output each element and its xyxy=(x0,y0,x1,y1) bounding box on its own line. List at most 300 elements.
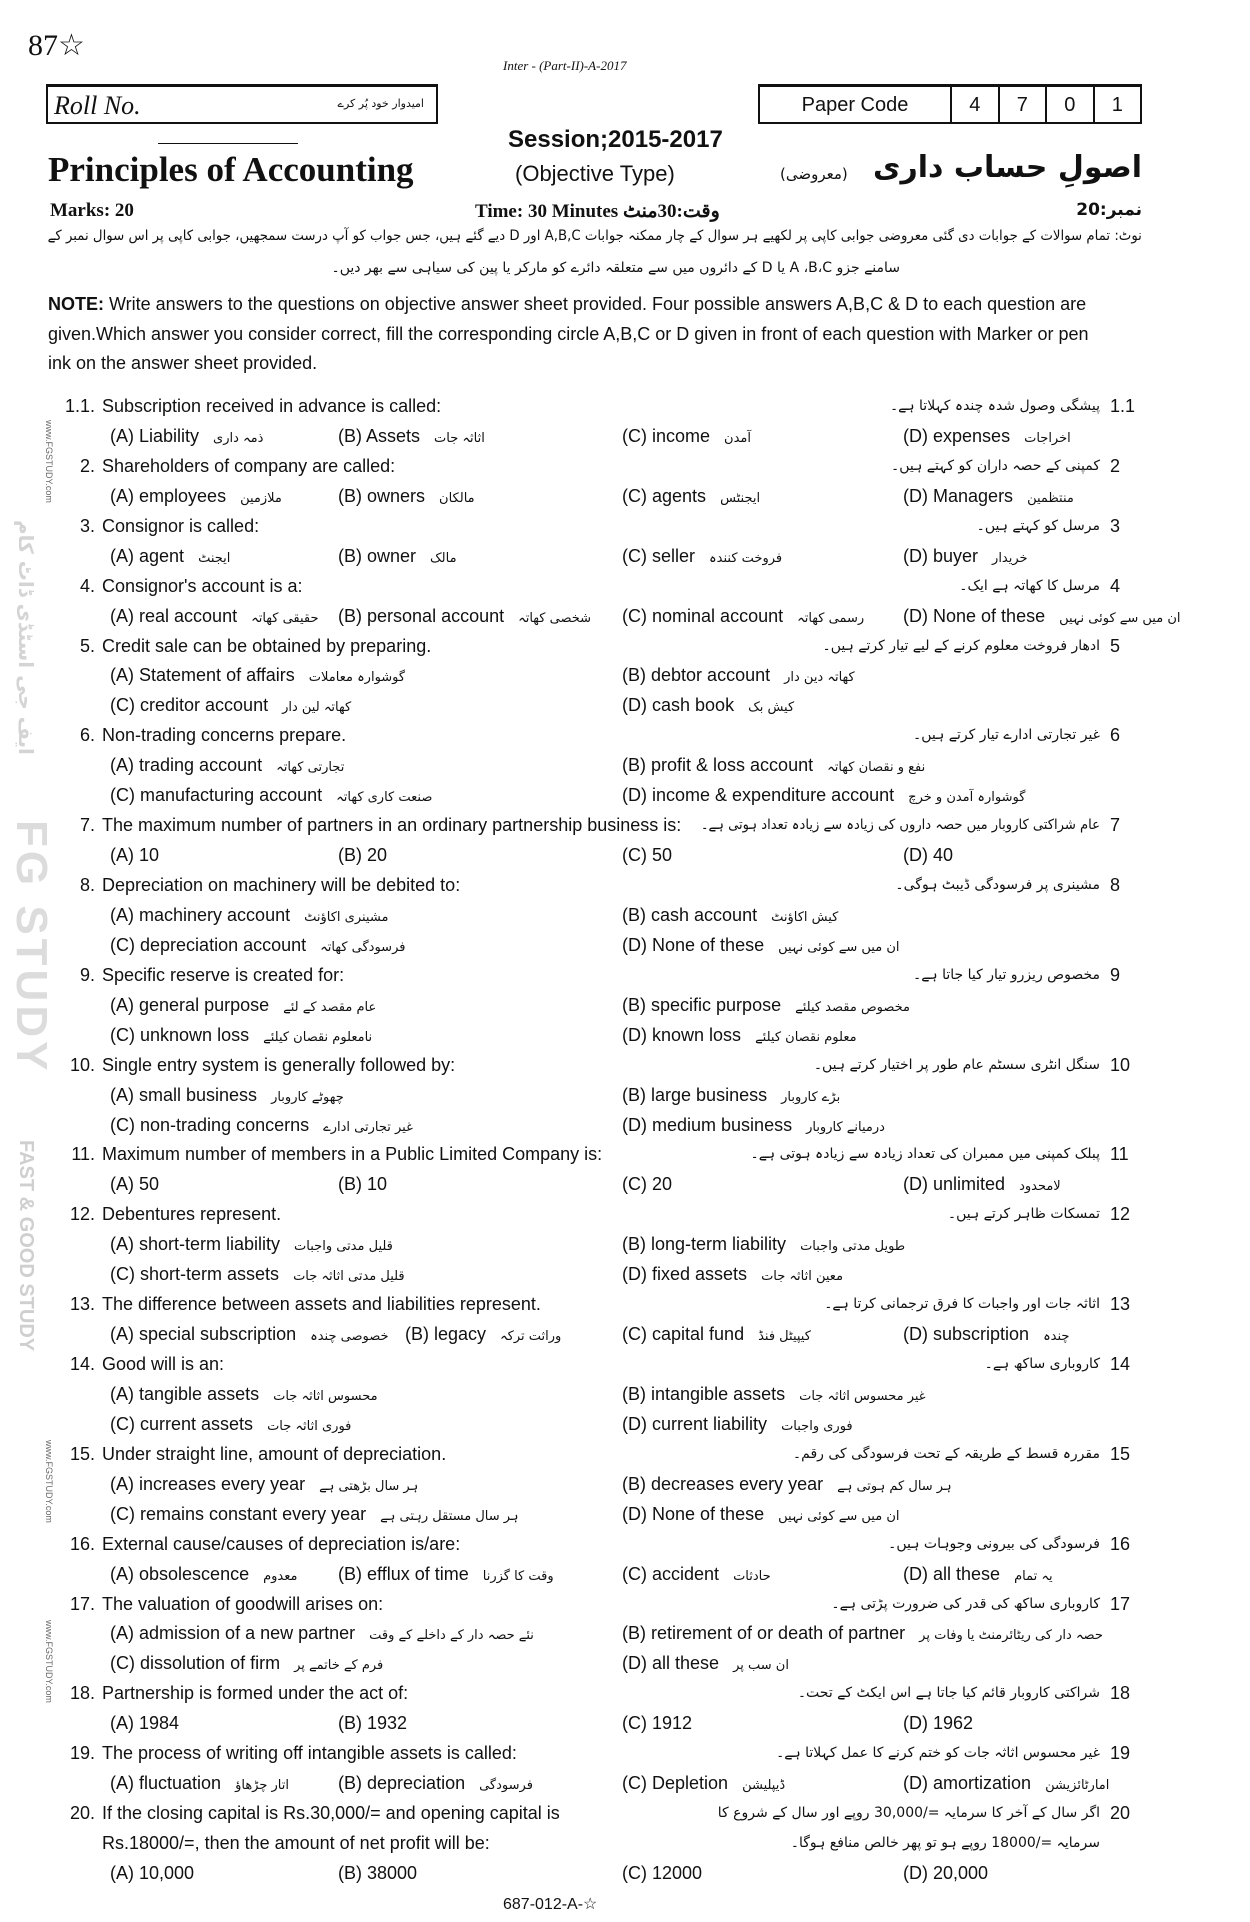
option-text-urdu: مالک xyxy=(430,550,457,566)
answer-option-d[interactable] xyxy=(903,422,1071,454)
option-text: accident xyxy=(652,1563,720,1584)
answer-option-c[interactable] xyxy=(622,422,751,454)
answer-option-b[interactable] xyxy=(622,901,838,933)
option-text-urdu: کھاتہ لین دار xyxy=(282,700,352,716)
answer-option-b[interactable] xyxy=(405,1320,561,1352)
answer-option-a[interactable] xyxy=(110,901,388,933)
answer-option-d[interactable] xyxy=(622,691,794,723)
question-number: 11. xyxy=(71,1144,95,1165)
option-text: short-term liability xyxy=(139,1234,281,1255)
option-text: agent xyxy=(139,545,185,566)
question-text: Consignor is called: xyxy=(102,515,260,536)
question-line xyxy=(0,1081,1250,1111)
answer-option-c[interactable] xyxy=(622,1769,785,1801)
option-letter: (D) xyxy=(903,545,928,566)
answer-option-a[interactable] xyxy=(110,1230,393,1262)
option-text-urdu: نئے حصہ دار کے داخلے کے وقت xyxy=(369,1628,534,1644)
option-letter: (D) xyxy=(903,485,928,506)
answer-option-b[interactable] xyxy=(622,1619,1103,1651)
option-text-urdu: ان میں سے کوئی نہیں xyxy=(1059,610,1181,626)
option-letter: (C) xyxy=(622,605,647,626)
question-number-urdu: 3 xyxy=(1110,515,1121,536)
option-text: 50 xyxy=(139,1174,160,1195)
answer-option-b[interactable] xyxy=(622,1470,952,1502)
watermark-site: www.FGSTUDY.com xyxy=(44,1440,54,1523)
option-text-urdu: چھوٹے کاروبار xyxy=(271,1089,344,1105)
option-text-urdu: غیر محسوس اثاثہ جات xyxy=(799,1388,926,1404)
option-letter: (D) xyxy=(622,1024,647,1045)
option-text-urdu: اخراجات xyxy=(1024,430,1071,446)
answer-option-a[interactable] xyxy=(110,841,159,871)
question-number: 1.1. xyxy=(64,396,95,416)
option-text: 1962 xyxy=(933,1713,974,1734)
answer-option-a[interactable] xyxy=(110,542,230,574)
answer-option-b[interactable] xyxy=(622,1380,926,1412)
answer-option-d[interactable] xyxy=(903,1709,973,1739)
answer-option-d[interactable] xyxy=(622,1410,853,1442)
answer-option-b[interactable] xyxy=(338,1170,387,1200)
answer-option-c[interactable] xyxy=(622,482,760,514)
option-text-urdu: فوری واجبات xyxy=(781,1418,853,1434)
option-text-urdu: معدوم xyxy=(263,1568,298,1584)
marks-urdu: نمبر:20 xyxy=(1076,200,1142,220)
answer-option-d[interactable] xyxy=(622,1260,843,1292)
answer-option-d[interactable] xyxy=(903,1320,1069,1352)
answer-option-a[interactable] xyxy=(110,1619,534,1651)
option-text-urdu: گوشوارہ آمدن و خرچ xyxy=(908,790,1026,806)
question-text: The difference between assets and liabilities represent. xyxy=(102,1294,541,1315)
paper-code-digit: 1 xyxy=(1111,94,1123,116)
option-letter: (C) xyxy=(110,1024,135,1045)
option-text: current assets xyxy=(140,1413,254,1434)
answer-option-a[interactable] xyxy=(110,1320,389,1352)
question-number-urdu: 19 xyxy=(1110,1743,1131,1764)
option-letter: (A) xyxy=(110,665,134,686)
option-text: None of these xyxy=(652,1503,765,1524)
option-letter: (A) xyxy=(110,1174,134,1195)
question-number-urdu: 4 xyxy=(1110,575,1121,596)
option-text: 40 xyxy=(933,845,954,866)
question-text: Partnership is formed under the act of: xyxy=(102,1683,409,1704)
option-letter: (A) xyxy=(110,1623,134,1644)
answer-option-c[interactable] xyxy=(110,781,432,813)
answer-option-d[interactable] xyxy=(622,1111,885,1143)
question-text-urdu: عام شراکتی کاروبار میں حصہ داروں کی زیادہ سے زیادہ تعداد ہوتی ہے۔ xyxy=(700,817,1100,834)
footer-code: 687-012-A-☆ xyxy=(503,1896,598,1913)
option-letter: (B) xyxy=(622,904,646,925)
option-text: nominal account xyxy=(652,605,784,626)
question-number-urdu: 17 xyxy=(1110,1593,1131,1614)
option-letter: (D) xyxy=(622,934,647,955)
option-text: 38000 xyxy=(367,1862,418,1883)
option-letter: (D) xyxy=(903,1174,928,1195)
question-line xyxy=(0,422,1250,452)
question-8 xyxy=(0,871,1250,901)
option-text-urdu: صنعت کاری کھاتہ xyxy=(336,790,433,806)
answer-option-b[interactable] xyxy=(338,1769,533,1801)
option-text-urdu: نامعلوم نقصان کیلئے xyxy=(263,1029,373,1045)
answer-option-d[interactable] xyxy=(903,482,1074,514)
option-text: remains constant every year xyxy=(140,1503,367,1524)
answer-option-c[interactable] xyxy=(622,602,864,634)
question-text-urdu: مقررہ قسط کے طریقہ کے تحت فرسودگی کی رقم۔ xyxy=(792,1445,1100,1462)
option-text: current liability xyxy=(652,1413,768,1434)
question-number-urdu: 10 xyxy=(1110,1054,1131,1075)
question-14 xyxy=(0,1350,1250,1380)
roll-no-field[interactable] xyxy=(158,113,298,144)
answer-option-b[interactable] xyxy=(338,422,485,454)
answer-option-c[interactable] xyxy=(110,691,351,723)
option-text: depreciation xyxy=(367,1773,466,1794)
answer-option-a[interactable] xyxy=(110,1769,289,1801)
question-text: Non-trading concerns prepare. xyxy=(102,725,347,746)
question-text-urdu: اثاثہ جات اور واجبات کا فرق ترجمانی کرتا ہے۔ xyxy=(824,1296,1100,1313)
watermark-tagline: FAST & GOOD STUDY xyxy=(15,1140,37,1352)
option-text: None of these xyxy=(652,934,765,955)
answer-option-b[interactable] xyxy=(622,1081,840,1113)
answer-option-a[interactable] xyxy=(110,1859,194,1889)
option-text-urdu: مشینری اکاؤنٹ xyxy=(304,909,389,925)
answer-option-c[interactable] xyxy=(110,1021,372,1053)
option-text-urdu: وراثت ترکہ xyxy=(500,1329,562,1345)
question-5 xyxy=(0,632,1250,662)
answer-option-a[interactable] xyxy=(110,422,263,454)
option-letter: (A) xyxy=(110,1473,134,1494)
option-text: creditor account xyxy=(140,695,269,716)
question-text-cont: Rs.18000/=, then the amount of net profit will be: xyxy=(102,1833,490,1853)
question-number-urdu: 14 xyxy=(1110,1354,1131,1374)
question-text-urdu: کمپنی کے حصہ داران کو کہتے ہیں۔ xyxy=(891,457,1100,474)
question-line xyxy=(0,1380,1250,1410)
question-number: 16. xyxy=(69,1533,95,1554)
option-letter: (D) xyxy=(903,425,928,446)
option-letter: (B) xyxy=(622,994,646,1015)
question-18 xyxy=(0,1679,1250,1709)
option-text-urdu: طویل مدتی واجبات xyxy=(800,1239,906,1255)
answer-option-b[interactable] xyxy=(338,1859,417,1889)
option-text: 12000 xyxy=(652,1862,703,1883)
question-line xyxy=(0,1769,1250,1799)
option-text: None of these xyxy=(933,605,1046,626)
option-text: long-term liability xyxy=(651,1234,787,1255)
question-text: The maximum number of partners in an ordinary partnership business is: xyxy=(102,815,682,836)
option-letter: (A) xyxy=(110,1773,134,1794)
watermark-logo: FG STUDY xyxy=(7,820,56,1075)
answer-option-a[interactable] xyxy=(110,1170,159,1200)
option-text: all these xyxy=(652,1653,720,1674)
question-line xyxy=(0,1859,1250,1889)
option-letter: (A) xyxy=(110,994,134,1015)
question-line xyxy=(0,751,1250,781)
question-text: Good will is an: xyxy=(102,1354,225,1374)
answer-option-d[interactable] xyxy=(622,1021,857,1053)
option-text: buyer xyxy=(933,545,979,566)
answer-option-b[interactable] xyxy=(622,991,910,1023)
answer-option-a[interactable] xyxy=(110,1380,378,1412)
option-letter: (C) xyxy=(622,485,647,506)
question-text: Depreciation on machinery will be debited to: xyxy=(102,875,461,895)
question-line xyxy=(0,1470,1250,1500)
answer-option-a[interactable] xyxy=(110,1081,344,1113)
option-text-urdu: ڈیپلیشن xyxy=(742,1778,786,1794)
answer-option-c[interactable] xyxy=(110,1649,383,1681)
answer-option-b[interactable] xyxy=(338,1560,554,1592)
option-text-urdu: ہر سال مستقل رہتی ہے xyxy=(380,1508,519,1524)
option-letter: (B) xyxy=(622,1084,646,1105)
option-text: 20,000 xyxy=(933,1862,989,1883)
option-text: unlimited xyxy=(933,1174,1006,1195)
answer-option-d[interactable] xyxy=(903,1769,1109,1801)
question-line xyxy=(0,1619,1250,1649)
answer-option-b[interactable] xyxy=(338,1709,407,1739)
answer-option-b[interactable] xyxy=(622,1230,905,1262)
instructions-note xyxy=(48,290,1108,379)
question-19 xyxy=(0,1739,1250,1769)
answer-option-c[interactable] xyxy=(622,1859,702,1889)
answer-option-d[interactable] xyxy=(622,931,900,963)
answer-option-d[interactable] xyxy=(903,841,953,871)
option-text: agents xyxy=(652,485,707,506)
option-letter: (C) xyxy=(622,1862,647,1883)
option-text-urdu: حادثات xyxy=(733,1568,771,1584)
option-text: known loss xyxy=(652,1024,742,1045)
option-text: Depletion xyxy=(652,1773,729,1794)
option-text: income & expenditure account xyxy=(652,785,895,806)
question-number: 6. xyxy=(79,725,95,746)
note-label: NOTE: xyxy=(48,294,104,314)
answer-option-d[interactable] xyxy=(903,1560,1053,1592)
option-text: efflux of time xyxy=(367,1563,469,1584)
answer-option-b[interactable] xyxy=(622,661,855,693)
session: Session;2015-2017 xyxy=(508,126,723,153)
answer-option-c[interactable] xyxy=(622,1320,811,1352)
answer-option-c[interactable] xyxy=(622,1560,771,1592)
option-text-urdu: ہر سال بڑھتی ہے xyxy=(319,1478,419,1494)
option-letter: (B) xyxy=(338,425,362,446)
answer-option-c[interactable] xyxy=(622,1709,692,1739)
paper-type: (Objective Type) xyxy=(515,161,675,186)
question-text-urdu: پیشگی وصول شدہ چندہ کہلاتا ہے۔ xyxy=(889,398,1100,414)
answer-option-a[interactable] xyxy=(110,1560,297,1592)
option-text: personal account xyxy=(367,605,505,626)
question-text: Shareholders of company are called: xyxy=(102,455,396,476)
paper-code-digit: 4 xyxy=(952,87,1000,122)
option-letter: (C) xyxy=(622,1563,647,1584)
question-text-urdu: کاروباری ساکھ کی قدر کی ضرورت پڑتی ہے۔ xyxy=(831,1595,1100,1612)
option-letter: (A) xyxy=(110,1713,134,1734)
question-text-urdu: اگر سال کے آخر کا سرمایہ =/30,000 روپے اور سال کے شروع کا xyxy=(717,1805,1100,1822)
answer-option-c[interactable] xyxy=(110,1111,413,1143)
option-text-urdu: خصوصی چندہ xyxy=(310,1329,389,1345)
option-letter: (D) xyxy=(903,1563,928,1584)
question-number: 10. xyxy=(69,1054,95,1075)
question-number: 9. xyxy=(79,964,95,985)
option-text: obsolescence xyxy=(139,1563,250,1584)
option-text-urdu: شخصی کھاتہ xyxy=(518,610,592,626)
option-text: owner xyxy=(367,545,417,566)
answer-option-a[interactable] xyxy=(110,991,376,1023)
option-text: all these xyxy=(933,1563,1001,1584)
watermark-site: www.FGSTUDY.com xyxy=(44,1620,54,1703)
option-text: 50 xyxy=(652,845,673,866)
question-text: Debentures represent. xyxy=(102,1204,282,1225)
answer-option-b[interactable] xyxy=(338,602,591,634)
question-2 xyxy=(0,452,1250,482)
question-20 xyxy=(0,1799,1250,1829)
question-line xyxy=(0,1021,1250,1051)
option-letter: (B) xyxy=(405,1324,429,1345)
watermark-urdu: ایف جی اسٹڈی ڈاٹ کام xyxy=(14,520,38,755)
answer-option-c[interactable] xyxy=(110,1410,351,1442)
option-text: short-term assets xyxy=(140,1264,280,1285)
option-text: cash book xyxy=(652,695,735,716)
option-letter: (A) xyxy=(110,845,134,866)
option-letter: (D) xyxy=(622,785,647,806)
option-letter: (B) xyxy=(338,485,362,506)
question-line xyxy=(0,1260,1250,1290)
option-text: 1912 xyxy=(652,1713,693,1734)
question-15 xyxy=(0,1440,1250,1470)
paper-code-digit: 7 xyxy=(1000,87,1048,122)
option-text-urdu: ملازمین xyxy=(240,490,282,506)
option-text-urdu: ان میں سے کوئی نہیں xyxy=(778,1508,900,1524)
answer-option-b[interactable] xyxy=(338,841,387,871)
option-text: non-trading concerns xyxy=(140,1114,310,1135)
option-letter: (A) xyxy=(110,1324,134,1345)
question-line xyxy=(0,1829,1250,1859)
option-text-urdu: عام مقصد کے لئے xyxy=(283,999,377,1015)
answer-option-a[interactable] xyxy=(110,751,344,783)
answer-option-b[interactable] xyxy=(622,751,925,783)
answer-option-c[interactable] xyxy=(622,841,672,871)
option-letter: (A) xyxy=(110,1084,134,1105)
option-text: debtor account xyxy=(651,665,771,686)
question-number: 7. xyxy=(79,815,95,836)
answer-option-a[interactable] xyxy=(110,482,282,514)
option-text: intangible assets xyxy=(651,1383,786,1404)
question-text-urdu: غیر تجارتی ادارے تیار کرتے ہیں۔ xyxy=(913,727,1100,744)
answer-option-c[interactable] xyxy=(622,542,782,574)
option-letter: (C) xyxy=(110,1264,135,1285)
option-text-urdu: خریدار xyxy=(992,550,1028,566)
option-text-urdu: یہ تمام xyxy=(1014,1568,1053,1584)
question-line xyxy=(0,901,1250,931)
option-letter: (B) xyxy=(338,1862,362,1883)
option-text-urdu: ذمہ داری xyxy=(213,430,264,446)
question-text: Under straight line, amount of depreciation. xyxy=(102,1443,447,1464)
answer-option-c[interactable] xyxy=(110,1500,519,1532)
option-text: depreciation account xyxy=(140,934,307,955)
answer-option-d[interactable] xyxy=(903,1170,1061,1202)
answer-option-c[interactable] xyxy=(622,1170,672,1200)
option-letter: (B) xyxy=(338,845,362,866)
question-11 xyxy=(0,1140,1250,1170)
option-text-urdu: اثاثہ جات xyxy=(434,430,485,446)
option-letter: (A) xyxy=(110,605,134,626)
option-text-urdu: ایجنٹ xyxy=(198,550,231,566)
question-text-urdu: مرسل کو کہتے ہیں۔ xyxy=(976,517,1100,534)
option-text: 10,000 xyxy=(139,1862,195,1883)
question-1 xyxy=(0,392,1250,422)
answer-option-b[interactable] xyxy=(338,542,457,574)
option-text: trading account xyxy=(139,755,263,776)
option-text: fixed assets xyxy=(652,1264,748,1285)
answer-option-d[interactable] xyxy=(903,1859,988,1889)
question-16 xyxy=(0,1530,1250,1560)
option-letter: (A) xyxy=(110,485,134,506)
option-letter: (D) xyxy=(903,845,928,866)
question-number-urdu: 6 xyxy=(1110,725,1121,746)
answer-option-b[interactable] xyxy=(338,482,475,514)
time-allowed: Time: 30 Minutes وقت:30منٹ xyxy=(475,201,720,222)
option-text-urdu: کھاتہ دین دار xyxy=(784,670,855,686)
roll-no-label: Roll No. xyxy=(54,91,141,120)
question-text-urdu: پبلک کمپنی میں ممبران کی تعداد زیادہ سے زیادہ ہوتی ہے۔ xyxy=(750,1146,1100,1163)
answer-option-d[interactable] xyxy=(903,602,1181,634)
paper-code-box xyxy=(758,84,1142,124)
question-3 xyxy=(0,512,1250,542)
answer-option-a[interactable] xyxy=(110,1470,418,1502)
watermark-site: www.FGSTUDY.com xyxy=(44,420,54,503)
option-letter: (C) xyxy=(622,845,647,866)
option-letter: (B) xyxy=(338,605,362,626)
answer-option-d[interactable] xyxy=(622,1649,789,1681)
question-number-urdu: 2 xyxy=(1110,455,1121,476)
option-letter: (D) xyxy=(622,1413,647,1434)
answer-option-c[interactable] xyxy=(110,931,405,963)
option-letter: (C) xyxy=(622,1174,647,1195)
paper-type-urdu: (معروضی) xyxy=(780,165,848,183)
note-text: Write answers to the questions on objective answer sheet provided. Four possible answers A,B,C & D to each question are given.Which answer you consider correct, fill the corresponding circle A,B,C or D given in front of each question with Marker or pen ink on the answer sheet provided. xyxy=(48,294,1089,373)
question-number: 4. xyxy=(79,575,95,596)
answer-option-c[interactable] xyxy=(110,1260,405,1292)
question-text-urdu: مرسل کا کھاتہ ہے ایک۔ xyxy=(959,577,1100,594)
answer-option-d[interactable] xyxy=(622,781,1025,813)
option-letter: (C) xyxy=(110,1653,135,1674)
series-label: Inter - (Part-II)-A-2017 xyxy=(503,58,627,73)
option-letter: (C) xyxy=(110,1114,135,1135)
question-line xyxy=(0,1111,1250,1141)
question-number: 3. xyxy=(79,515,95,536)
question-text-urdu: غیر محسوس اثاثہ جات کو ختم کرنے کا عمل کہلاتا ہے۔ xyxy=(776,1745,1100,1762)
question-text-urdu: تمسکات ظاہر کرتے ہیں۔ xyxy=(947,1206,1100,1223)
answer-option-a[interactable] xyxy=(110,661,405,693)
option-text-urdu: فروخت کنندہ xyxy=(709,550,783,566)
option-letter: (A) xyxy=(110,1234,134,1255)
option-letter: (B) xyxy=(622,1473,646,1494)
option-letter: (B) xyxy=(622,1234,646,1255)
option-text: retirement of or death of partner xyxy=(651,1623,906,1644)
option-text-urdu: درمیانے کاروبار xyxy=(806,1119,885,1135)
question-text: The valuation of goodwill arises on: xyxy=(102,1593,384,1614)
question-text: Consignor's account is a: xyxy=(102,575,303,596)
question-line xyxy=(0,482,1250,512)
option-text: Liability xyxy=(139,425,200,446)
option-text: dissolution of firm xyxy=(140,1653,281,1674)
option-text: real account xyxy=(139,605,238,626)
answer-option-a[interactable] xyxy=(110,602,319,634)
option-letter: (C) xyxy=(110,695,135,716)
option-letter: (D) xyxy=(903,1713,928,1734)
answer-option-d[interactable] xyxy=(903,542,1028,574)
question-line xyxy=(0,1320,1250,1350)
option-text: 20 xyxy=(652,1174,673,1195)
option-text: 10 xyxy=(367,1174,388,1195)
answer-option-d[interactable] xyxy=(622,1500,900,1532)
answer-option-a[interactable] xyxy=(110,1709,179,1739)
question-text: The process of writing off intangible assets is called: xyxy=(102,1743,517,1764)
option-text-urdu: کیش بک xyxy=(748,700,795,716)
